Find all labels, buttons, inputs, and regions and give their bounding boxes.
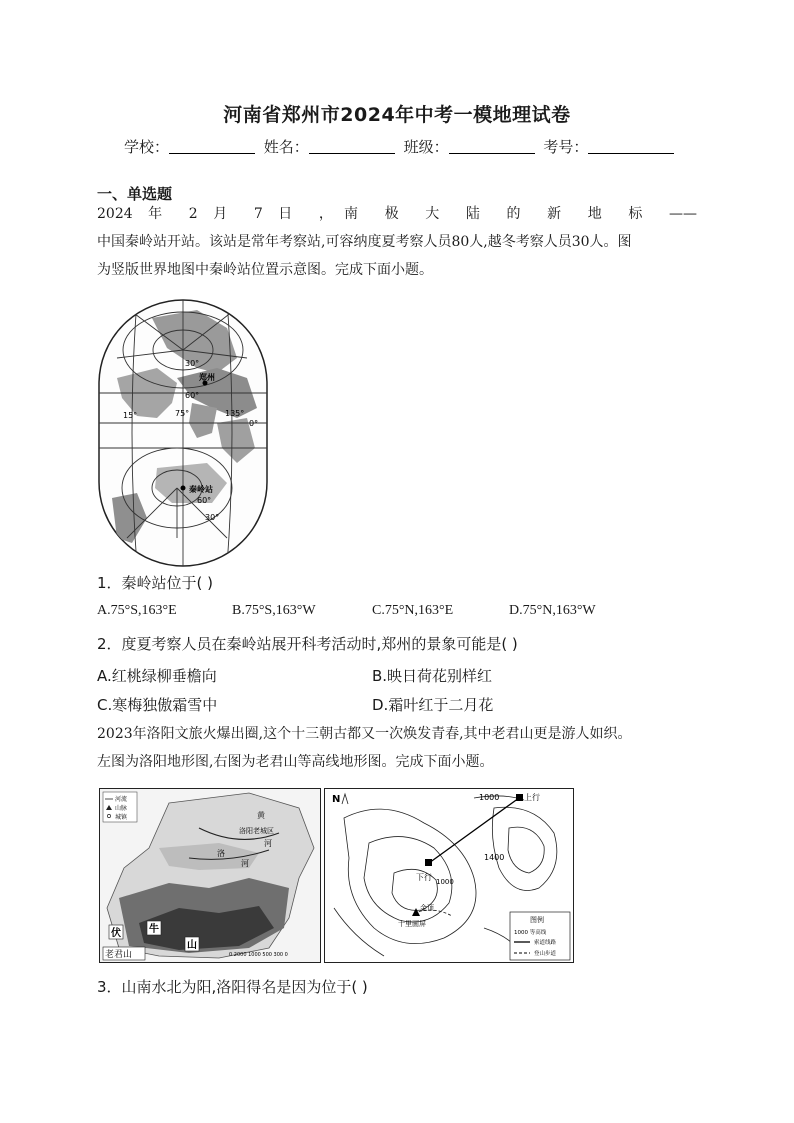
class-label: 班级： xyxy=(403,138,449,156)
map2-label-luo: 洛 xyxy=(217,849,225,858)
name-blank xyxy=(309,139,395,154)
number-label: 考号： xyxy=(543,138,589,156)
map3-label-jinding: 金顶 xyxy=(420,904,434,912)
map3-legend-title: 图例 xyxy=(530,916,544,924)
map-label-qinling: 秦岭站 xyxy=(189,485,213,494)
legend-mountain: 山脉 xyxy=(115,805,128,812)
map2-label-he1: 河 xyxy=(264,839,272,848)
legend-river: 河流 xyxy=(115,796,128,803)
map-label-30n: 30° xyxy=(185,359,200,368)
map2-scale: 0 2000 1000 500 300 0 xyxy=(229,952,288,958)
legend-contour: 1000 等高线 xyxy=(514,930,547,936)
q2-option-a[interactable]: A.红桃绿柳垂檐向 xyxy=(97,667,217,685)
luoyang-terrain-map xyxy=(99,788,321,963)
question-3-stem: 3．山南水北为阳,洛阳得名是因为位于( ) xyxy=(97,978,368,996)
legend-trail: 登山步道 xyxy=(534,951,557,957)
map3-label-1000-mid: 1000 xyxy=(436,878,454,886)
passage1-line2: 中国秦岭站开站。该站是常年考察站,可容纳度夏考察人员80人,越冬考察人员30人。图 xyxy=(97,234,632,250)
passage1-line1: 2024 年 2 月 7 日 ，南 极 大 陆 的 新 地 标 —— xyxy=(97,206,697,222)
map3-label-xiaxing: 下行 xyxy=(416,873,432,882)
map-label-15: 15° xyxy=(123,411,138,420)
passage2-line2: 左图为洛阳地形图,右图为老君山等高线地形图。完成下面小题。 xyxy=(97,754,494,770)
q1-option-c[interactable]: C.75°N,163°E xyxy=(372,603,454,618)
school-label: 学校： xyxy=(124,138,170,156)
map-label-zhengzhou: 郑州 xyxy=(199,373,215,382)
q2-option-c[interactable]: C.寒梅独傲霜雪中 xyxy=(97,696,218,714)
school-blank xyxy=(169,139,255,154)
qinling-station-marker xyxy=(181,486,186,491)
number-blank xyxy=(588,139,674,154)
class-blank xyxy=(449,139,535,154)
passage2-line1: 2023年洛阳文旅火爆出圈,这个十三朝古都又一次焕发青春,其中老君山更是游人如织。 xyxy=(97,726,632,742)
section-heading: 一、单选题 xyxy=(97,185,173,203)
student-info-line xyxy=(124,136,678,157)
map2-label-shan: 山 xyxy=(187,940,197,951)
north-arrow-label: N xyxy=(332,794,341,805)
q1-option-d[interactable]: D.75°N,163°W xyxy=(509,603,596,618)
world-map-figure xyxy=(97,298,269,568)
map2-label-niu: 牛 xyxy=(149,924,159,935)
question-2-stem: 2．度夏考察人员在秦岭站展开科考活动时,郑州的景象可能是( ) xyxy=(97,635,518,653)
map2-label-fu: 伏 xyxy=(111,928,121,939)
map2-label-he2: 河 xyxy=(241,859,249,868)
q1-option-a[interactable]: A.75°S,163°E xyxy=(97,603,177,618)
lower-station-marker xyxy=(425,859,432,866)
map2-label-huang: 黄 xyxy=(257,811,265,820)
q2-option-d[interactable]: D.霜叶红于二月花 xyxy=(372,696,494,714)
map-label-60: 60° xyxy=(185,391,200,400)
map-label-0: 0° xyxy=(249,419,259,428)
question-1-stem: 1．秦岭站位于( ) xyxy=(97,574,214,592)
q1-option-b[interactable]: B.75°S,163°W xyxy=(232,603,316,618)
map2-label-laojunshan: 老君山 xyxy=(105,950,133,960)
q2-option-b[interactable]: B.映日荷花别样红 xyxy=(372,667,493,685)
map3-label-shilihuaping: 十里画屏 xyxy=(398,920,426,928)
legend-cableway: 索道线路 xyxy=(534,940,557,946)
map3-label-1400: 1400 xyxy=(484,853,505,862)
map-label-135: 135° xyxy=(225,409,245,418)
page-title: 河南省郑州市2024年中考一模地理试卷 xyxy=(223,104,571,126)
map-label-60s: 60° xyxy=(197,496,212,505)
map3-label-1000-top: 1000 xyxy=(479,793,500,802)
map3-label-shangxing: 上行 xyxy=(524,793,540,802)
laojunshan-contour-map xyxy=(324,788,574,963)
map-label-30s: 30° xyxy=(205,513,220,522)
map-label-75: 75° xyxy=(175,409,190,418)
legend-town: 城镇 xyxy=(115,814,128,821)
passage1-line3: 为竖版世界地图中秦岭站位置示意图。完成下面小题。 xyxy=(97,262,433,278)
map2-label-luoyang-old-city: 洛阳老城区 xyxy=(239,827,274,835)
upper-station-marker xyxy=(516,794,523,801)
name-label: 姓名： xyxy=(263,138,309,156)
